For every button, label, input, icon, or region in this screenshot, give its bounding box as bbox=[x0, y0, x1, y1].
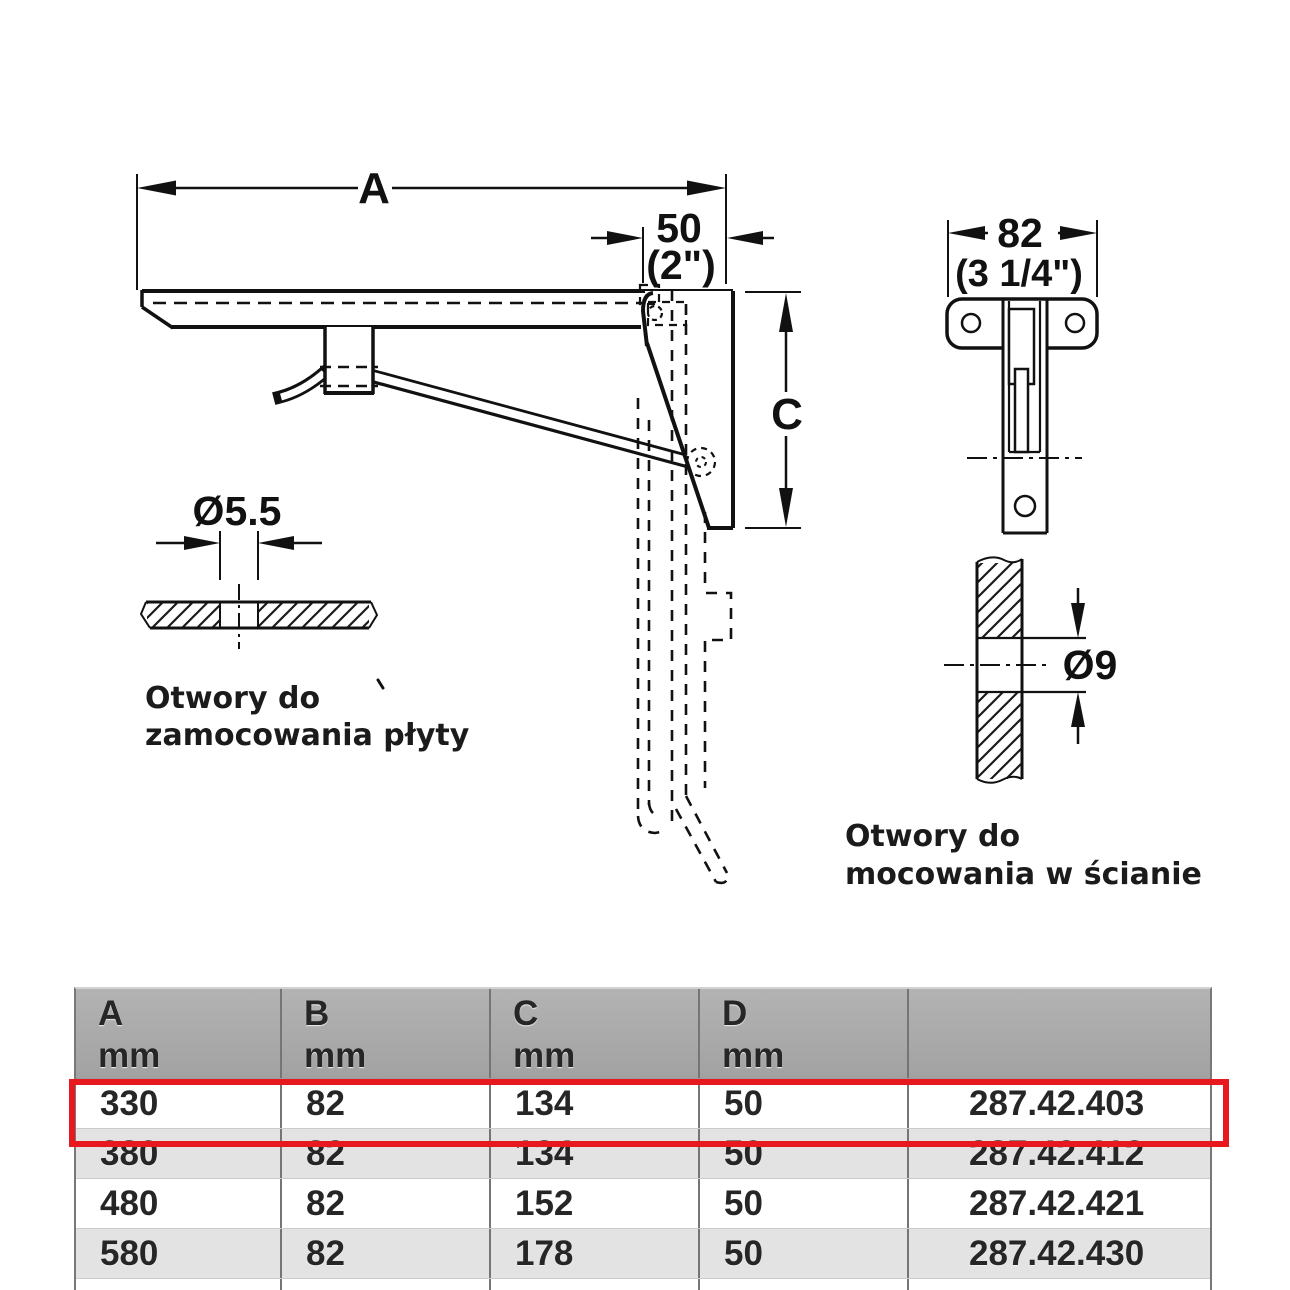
pivot-housing bbox=[320, 327, 378, 394]
col-header-a: A mm bbox=[98, 994, 161, 1075]
table-row: 580 82 178 50 287.42.430 bbox=[76, 1229, 1210, 1279]
article-number: 287.42.403 bbox=[907, 1079, 1210, 1128]
dim-width-label: 82 bbox=[997, 210, 1043, 256]
wall-plate-side bbox=[643, 291, 733, 528]
plate-caption-line1: Otwory do bbox=[145, 681, 321, 716]
dim-a-label: A bbox=[358, 164, 390, 213]
dim-width-inch-label: (3 1/4") bbox=[955, 253, 1083, 295]
table-header-row bbox=[76, 989, 1210, 1079]
dimension-a bbox=[137, 164, 726, 290]
plate-hole-detail bbox=[141, 488, 383, 688]
wall-hole-diameter-label: Ø9 bbox=[1062, 642, 1118, 688]
wall-caption-line1: Otwory do bbox=[845, 819, 1021, 854]
spec-table bbox=[74, 987, 1212, 1290]
screw-hole-left bbox=[962, 314, 980, 332]
table-row-partial bbox=[76, 1279, 1210, 1290]
col-header-article bbox=[907, 989, 1210, 1078]
wall-section-detail bbox=[944, 557, 1117, 782]
table-row: 480 82 152 50 287.42.421 bbox=[76, 1179, 1210, 1229]
dim-depth-inch-label: (2") bbox=[646, 242, 716, 288]
col-header-b: B mm bbox=[280, 989, 489, 1078]
dimension-c bbox=[745, 292, 803, 528]
wall-caption-line2: mocowania w ścianie bbox=[845, 857, 1202, 892]
latch-rod bbox=[1015, 369, 1028, 452]
screw-hole-right bbox=[1066, 314, 1084, 332]
dim-c-label: C bbox=[771, 390, 803, 439]
col-header-c: C mm bbox=[489, 989, 698, 1078]
dimension-width-82 bbox=[948, 210, 1097, 297]
stray-mark bbox=[378, 680, 383, 688]
release-lever bbox=[280, 372, 325, 397]
article-number: 287.42.430 bbox=[907, 1229, 1210, 1278]
plate-caption-line2: zamocowania płyty bbox=[145, 718, 470, 753]
table-row-highlighted: 330 82 134 50 287.42.403 bbox=[76, 1079, 1210, 1129]
bracket-front-view bbox=[947, 210, 1097, 533]
dimension-depth-50 bbox=[591, 205, 774, 288]
article-number: 287.42.421 bbox=[907, 1179, 1210, 1228]
wall-caption bbox=[845, 819, 1202, 892]
article-number: 287.42.412 bbox=[907, 1129, 1210, 1178]
col-header-d: D mm bbox=[698, 989, 907, 1078]
dim-depth-label: 50 bbox=[656, 205, 702, 251]
plate-caption bbox=[145, 681, 470, 753]
lower-screw-hole bbox=[1015, 496, 1035, 516]
plate-hole-diameter-label: Ø5.5 bbox=[192, 488, 282, 534]
table-row: 380 82 134 50 287.42.412 bbox=[76, 1129, 1210, 1179]
